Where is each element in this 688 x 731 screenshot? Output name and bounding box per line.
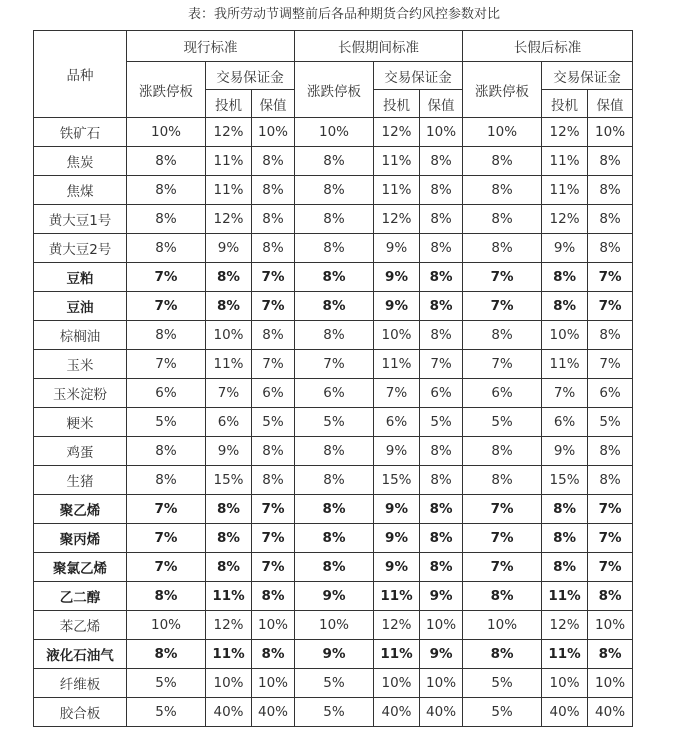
holiday-speculation-margin-cell: 11%: [374, 350, 420, 379]
variety-name-cell: 纤维板: [34, 669, 127, 698]
current-hedge-margin-cell: 8%: [252, 147, 295, 176]
after-speculation-margin-cell: 8%: [542, 553, 588, 582]
current-limit-cell: 7%: [127, 263, 206, 292]
group-after-header: 长假后标准: [463, 31, 633, 62]
current-hedge-margin-cell: 8%: [252, 466, 295, 495]
table-row: [34, 553, 633, 582]
current-limit-cell: 8%: [127, 437, 206, 466]
speculation-header: 投机: [542, 90, 588, 118]
variety-name-cell: 焦煤: [34, 176, 127, 205]
after-hedge-margin-cell: 7%: [588, 553, 633, 582]
risk-parameter-table: [33, 30, 633, 727]
holiday-limit-cell: 5%: [295, 669, 374, 698]
after-speculation-margin-cell: 8%: [542, 292, 588, 321]
current-limit-cell: 7%: [127, 350, 206, 379]
current-speculation-margin-cell: 11%: [206, 176, 252, 205]
variety-name-cell: 焦炭: [34, 147, 127, 176]
after-hedge-margin-cell: 8%: [588, 321, 633, 350]
current-limit-cell: 10%: [127, 611, 206, 640]
table-body: [34, 118, 633, 727]
after-speculation-margin-cell: 12%: [542, 205, 588, 234]
margin-header: 交易保证金: [374, 62, 463, 90]
variety-name-cell: 聚丙烯: [34, 524, 127, 553]
holiday-limit-cell: 9%: [295, 582, 374, 611]
after-limit-cell: 10%: [463, 611, 542, 640]
holiday-limit-cell: 8%: [295, 263, 374, 292]
after-hedge-margin-cell: 10%: [588, 118, 633, 147]
variety-name-cell: 铁矿石: [34, 118, 127, 147]
table-row: [34, 640, 633, 669]
holiday-limit-cell: 10%: [295, 611, 374, 640]
after-limit-cell: 8%: [463, 176, 542, 205]
variety-name-cell: 胶合板: [34, 698, 127, 727]
current-speculation-margin-cell: 7%: [206, 379, 252, 408]
current-limit-cell: 5%: [127, 408, 206, 437]
after-speculation-margin-cell: 10%: [542, 321, 588, 350]
holiday-speculation-margin-cell: 12%: [374, 118, 420, 147]
table-row: [34, 350, 633, 379]
after-hedge-margin-cell: 7%: [588, 495, 633, 524]
current-hedge-margin-cell: 8%: [252, 582, 295, 611]
holiday-hedge-margin-cell: 10%: [420, 118, 463, 147]
speculation-header: 投机: [374, 90, 420, 118]
after-limit-cell: 8%: [463, 437, 542, 466]
holiday-limit-cell: 6%: [295, 379, 374, 408]
after-speculation-margin-cell: 7%: [542, 379, 588, 408]
holiday-limit-cell: 10%: [295, 118, 374, 147]
after-speculation-margin-cell: 9%: [542, 234, 588, 263]
variety-header: 品种: [34, 31, 127, 118]
current-speculation-margin-cell: 12%: [206, 118, 252, 147]
limit-header: 涨跌停板: [463, 62, 542, 118]
current-speculation-margin-cell: 9%: [206, 437, 252, 466]
holiday-limit-cell: 5%: [295, 408, 374, 437]
variety-name-cell: 鸡蛋: [34, 437, 127, 466]
after-speculation-margin-cell: 11%: [542, 176, 588, 205]
current-limit-cell: 8%: [127, 205, 206, 234]
variety-name-cell: 粳米: [34, 408, 127, 437]
holiday-limit-cell: 8%: [295, 495, 374, 524]
holiday-speculation-margin-cell: 9%: [374, 263, 420, 292]
variety-name-cell: 乙二醇: [34, 582, 127, 611]
table-row: [34, 176, 633, 205]
after-hedge-margin-cell: 8%: [588, 582, 633, 611]
current-hedge-margin-cell: 7%: [252, 292, 295, 321]
table-row: [34, 118, 633, 147]
hedge-header: 保值: [252, 90, 295, 118]
after-speculation-margin-cell: 40%: [542, 698, 588, 727]
current-speculation-margin-cell: 8%: [206, 495, 252, 524]
variety-name-cell: 聚乙烯: [34, 495, 127, 524]
margin-header: 交易保证金: [206, 62, 295, 90]
current-speculation-margin-cell: 11%: [206, 147, 252, 176]
group-holiday-header: 长假期间标准: [295, 31, 463, 62]
table-row: [34, 147, 633, 176]
after-limit-cell: 5%: [463, 698, 542, 727]
current-speculation-margin-cell: 10%: [206, 321, 252, 350]
hedge-header: 保值: [420, 90, 463, 118]
holiday-hedge-margin-cell: 8%: [420, 466, 463, 495]
table-caption: 表：我所劳动节调整前后各品种期货合约风控参数对比: [187, 7, 500, 22]
after-speculation-margin-cell: 10%: [542, 669, 588, 698]
after-limit-cell: 8%: [463, 205, 542, 234]
limit-header: 涨跌停板: [127, 62, 206, 118]
current-hedge-margin-cell: 7%: [252, 263, 295, 292]
table-row: [34, 321, 633, 350]
after-limit-cell: 7%: [463, 263, 542, 292]
after-speculation-margin-cell: 8%: [542, 524, 588, 553]
after-limit-cell: 7%: [463, 350, 542, 379]
after-hedge-margin-cell: 8%: [588, 466, 633, 495]
holiday-hedge-margin-cell: 9%: [420, 582, 463, 611]
holiday-hedge-margin-cell: 8%: [420, 234, 463, 263]
holiday-hedge-margin-cell: 8%: [420, 263, 463, 292]
after-speculation-margin-cell: 8%: [542, 263, 588, 292]
current-limit-cell: 5%: [127, 669, 206, 698]
holiday-speculation-margin-cell: 11%: [374, 582, 420, 611]
current-speculation-margin-cell: 10%: [206, 669, 252, 698]
current-hedge-margin-cell: 8%: [252, 321, 295, 350]
after-speculation-margin-cell: 11%: [542, 147, 588, 176]
after-limit-cell: 8%: [463, 321, 542, 350]
current-speculation-margin-cell: 11%: [206, 640, 252, 669]
limit-header: 涨跌停板: [295, 62, 374, 118]
holiday-limit-cell: 8%: [295, 292, 374, 321]
after-hedge-margin-cell: 8%: [588, 176, 633, 205]
holiday-limit-cell: 8%: [295, 553, 374, 582]
holiday-speculation-margin-cell: 9%: [374, 292, 420, 321]
current-speculation-margin-cell: 12%: [206, 205, 252, 234]
table-row: [34, 611, 633, 640]
after-hedge-margin-cell: 7%: [588, 292, 633, 321]
table-row: [34, 408, 633, 437]
current-hedge-margin-cell: 8%: [252, 234, 295, 263]
holiday-speculation-margin-cell: 9%: [374, 553, 420, 582]
holiday-speculation-margin-cell: 10%: [374, 321, 420, 350]
holiday-hedge-margin-cell: 5%: [420, 408, 463, 437]
table-row: [34, 205, 633, 234]
holiday-limit-cell: 8%: [295, 321, 374, 350]
current-speculation-margin-cell: 8%: [206, 524, 252, 553]
variety-name-cell: 豆油: [34, 292, 127, 321]
holiday-speculation-margin-cell: 11%: [374, 176, 420, 205]
after-hedge-margin-cell: 8%: [588, 147, 633, 176]
holiday-hedge-margin-cell: 9%: [420, 640, 463, 669]
margin-header: 交易保证金: [542, 62, 633, 90]
table-row: [34, 466, 633, 495]
holiday-speculation-margin-cell: 6%: [374, 408, 420, 437]
after-hedge-margin-cell: 8%: [588, 234, 633, 263]
holiday-speculation-margin-cell: 9%: [374, 524, 420, 553]
current-hedge-margin-cell: 7%: [252, 553, 295, 582]
current-limit-cell: 7%: [127, 495, 206, 524]
variety-name-cell: 生猪: [34, 466, 127, 495]
after-hedge-margin-cell: 7%: [588, 263, 633, 292]
holiday-speculation-margin-cell: 10%: [374, 669, 420, 698]
after-hedge-margin-cell: 40%: [588, 698, 633, 727]
after-hedge-margin-cell: 8%: [588, 437, 633, 466]
variety-name-cell: 液化石油气: [34, 640, 127, 669]
current-limit-cell: 7%: [127, 292, 206, 321]
after-limit-cell: 5%: [463, 669, 542, 698]
holiday-limit-cell: 8%: [295, 524, 374, 553]
variety-name-cell: 苯乙烯: [34, 611, 127, 640]
after-limit-cell: 8%: [463, 640, 542, 669]
table-row: [34, 263, 633, 292]
hedge-header: 保值: [588, 90, 633, 118]
table-row: [34, 495, 633, 524]
holiday-hedge-margin-cell: 10%: [420, 669, 463, 698]
current-limit-cell: 10%: [127, 118, 206, 147]
after-hedge-margin-cell: 7%: [588, 524, 633, 553]
table-row: [34, 437, 633, 466]
current-limit-cell: 7%: [127, 524, 206, 553]
current-hedge-margin-cell: 7%: [252, 524, 295, 553]
holiday-limit-cell: 9%: [295, 640, 374, 669]
after-limit-cell: 8%: [463, 234, 542, 263]
variety-name-cell: 玉米淀粉: [34, 379, 127, 408]
table-row: [34, 669, 633, 698]
after-speculation-margin-cell: 11%: [542, 350, 588, 379]
after-limit-cell: 8%: [463, 466, 542, 495]
holiday-speculation-margin-cell: 11%: [374, 640, 420, 669]
holiday-limit-cell: 8%: [295, 147, 374, 176]
after-hedge-margin-cell: 6%: [588, 379, 633, 408]
current-hedge-margin-cell: 10%: [252, 669, 295, 698]
holiday-limit-cell: 5%: [295, 698, 374, 727]
holiday-hedge-margin-cell: 8%: [420, 321, 463, 350]
current-limit-cell: 8%: [127, 176, 206, 205]
holiday-hedge-margin-cell: 8%: [420, 437, 463, 466]
current-limit-cell: 8%: [127, 321, 206, 350]
variety-name-cell: 玉米: [34, 350, 127, 379]
current-hedge-margin-cell: 10%: [252, 611, 295, 640]
holiday-hedge-margin-cell: 40%: [420, 698, 463, 727]
holiday-speculation-margin-cell: 11%: [374, 147, 420, 176]
after-hedge-margin-cell: 8%: [588, 640, 633, 669]
variety-name-cell: 棕榈油: [34, 321, 127, 350]
table-row: [34, 234, 633, 263]
after-speculation-margin-cell: 15%: [542, 466, 588, 495]
table-row: [34, 379, 633, 408]
current-speculation-margin-cell: 15%: [206, 466, 252, 495]
after-speculation-margin-cell: 12%: [542, 118, 588, 147]
current-hedge-margin-cell: 8%: [252, 205, 295, 234]
after-hedge-margin-cell: 5%: [588, 408, 633, 437]
current-speculation-margin-cell: 12%: [206, 611, 252, 640]
holiday-hedge-margin-cell: 7%: [420, 350, 463, 379]
after-limit-cell: 8%: [463, 582, 542, 611]
table-row: [34, 292, 633, 321]
holiday-limit-cell: 8%: [295, 466, 374, 495]
after-limit-cell: 6%: [463, 379, 542, 408]
current-hedge-margin-cell: 8%: [252, 437, 295, 466]
holiday-hedge-margin-cell: 8%: [420, 524, 463, 553]
holiday-limit-cell: 8%: [295, 205, 374, 234]
after-hedge-margin-cell: 10%: [588, 611, 633, 640]
after-limit-cell: 8%: [463, 147, 542, 176]
current-hedge-margin-cell: 10%: [252, 118, 295, 147]
current-limit-cell: 8%: [127, 582, 206, 611]
variety-name-cell: 黄大豆1号: [34, 205, 127, 234]
after-hedge-margin-cell: 10%: [588, 669, 633, 698]
current-hedge-margin-cell: 6%: [252, 379, 295, 408]
current-speculation-margin-cell: 11%: [206, 582, 252, 611]
after-speculation-margin-cell: 11%: [542, 640, 588, 669]
after-speculation-margin-cell: 12%: [542, 611, 588, 640]
variety-name-cell: 豆粕: [34, 263, 127, 292]
speculation-header: 投机: [206, 90, 252, 118]
after-limit-cell: 10%: [463, 118, 542, 147]
holiday-limit-cell: 8%: [295, 234, 374, 263]
holiday-speculation-margin-cell: 12%: [374, 611, 420, 640]
table-row: [34, 698, 633, 727]
current-speculation-margin-cell: 8%: [206, 263, 252, 292]
group-current-header: 现行标准: [127, 31, 295, 62]
holiday-hedge-margin-cell: 8%: [420, 147, 463, 176]
holiday-hedge-margin-cell: 8%: [420, 292, 463, 321]
current-speculation-margin-cell: 40%: [206, 698, 252, 727]
current-limit-cell: 6%: [127, 379, 206, 408]
current-speculation-margin-cell: 8%: [206, 292, 252, 321]
after-speculation-margin-cell: 9%: [542, 437, 588, 466]
holiday-speculation-margin-cell: 9%: [374, 437, 420, 466]
after-hedge-margin-cell: 7%: [588, 350, 633, 379]
current-limit-cell: 8%: [127, 234, 206, 263]
current-hedge-margin-cell: 40%: [252, 698, 295, 727]
after-limit-cell: 7%: [463, 292, 542, 321]
current-limit-cell: 8%: [127, 147, 206, 176]
current-hedge-margin-cell: 8%: [252, 176, 295, 205]
holiday-hedge-margin-cell: 8%: [420, 495, 463, 524]
after-limit-cell: 7%: [463, 553, 542, 582]
table-row: [34, 582, 633, 611]
current-hedge-margin-cell: 7%: [252, 350, 295, 379]
holiday-hedge-margin-cell: 8%: [420, 205, 463, 234]
holiday-hedge-margin-cell: 10%: [420, 611, 463, 640]
table-row: [34, 524, 633, 553]
current-limit-cell: 7%: [127, 553, 206, 582]
holiday-limit-cell: 8%: [295, 437, 374, 466]
holiday-hedge-margin-cell: 8%: [420, 176, 463, 205]
current-speculation-margin-cell: 11%: [206, 350, 252, 379]
current-hedge-margin-cell: 5%: [252, 408, 295, 437]
after-speculation-margin-cell: 11%: [542, 582, 588, 611]
current-limit-cell: 5%: [127, 698, 206, 727]
current-limit-cell: 8%: [127, 466, 206, 495]
after-speculation-margin-cell: 6%: [542, 408, 588, 437]
holiday-hedge-margin-cell: 6%: [420, 379, 463, 408]
variety-name-cell: 聚氯乙烯: [34, 553, 127, 582]
after-speculation-margin-cell: 8%: [542, 495, 588, 524]
after-limit-cell: 7%: [463, 495, 542, 524]
variety-name-cell: 黄大豆2号: [34, 234, 127, 263]
holiday-speculation-margin-cell: 40%: [374, 698, 420, 727]
holiday-limit-cell: 7%: [295, 350, 374, 379]
holiday-speculation-margin-cell: 7%: [374, 379, 420, 408]
current-limit-cell: 8%: [127, 640, 206, 669]
current-speculation-margin-cell: 6%: [206, 408, 252, 437]
holiday-hedge-margin-cell: 8%: [420, 553, 463, 582]
current-hedge-margin-cell: 7%: [252, 495, 295, 524]
holiday-speculation-margin-cell: 9%: [374, 495, 420, 524]
current-speculation-margin-cell: 9%: [206, 234, 252, 263]
holiday-limit-cell: 8%: [295, 176, 374, 205]
holiday-speculation-margin-cell: 12%: [374, 205, 420, 234]
current-hedge-margin-cell: 8%: [252, 640, 295, 669]
after-hedge-margin-cell: 8%: [588, 205, 633, 234]
after-limit-cell: 5%: [463, 408, 542, 437]
holiday-speculation-margin-cell: 9%: [374, 234, 420, 263]
after-limit-cell: 7%: [463, 524, 542, 553]
holiday-speculation-margin-cell: 15%: [374, 466, 420, 495]
current-speculation-margin-cell: 8%: [206, 553, 252, 582]
